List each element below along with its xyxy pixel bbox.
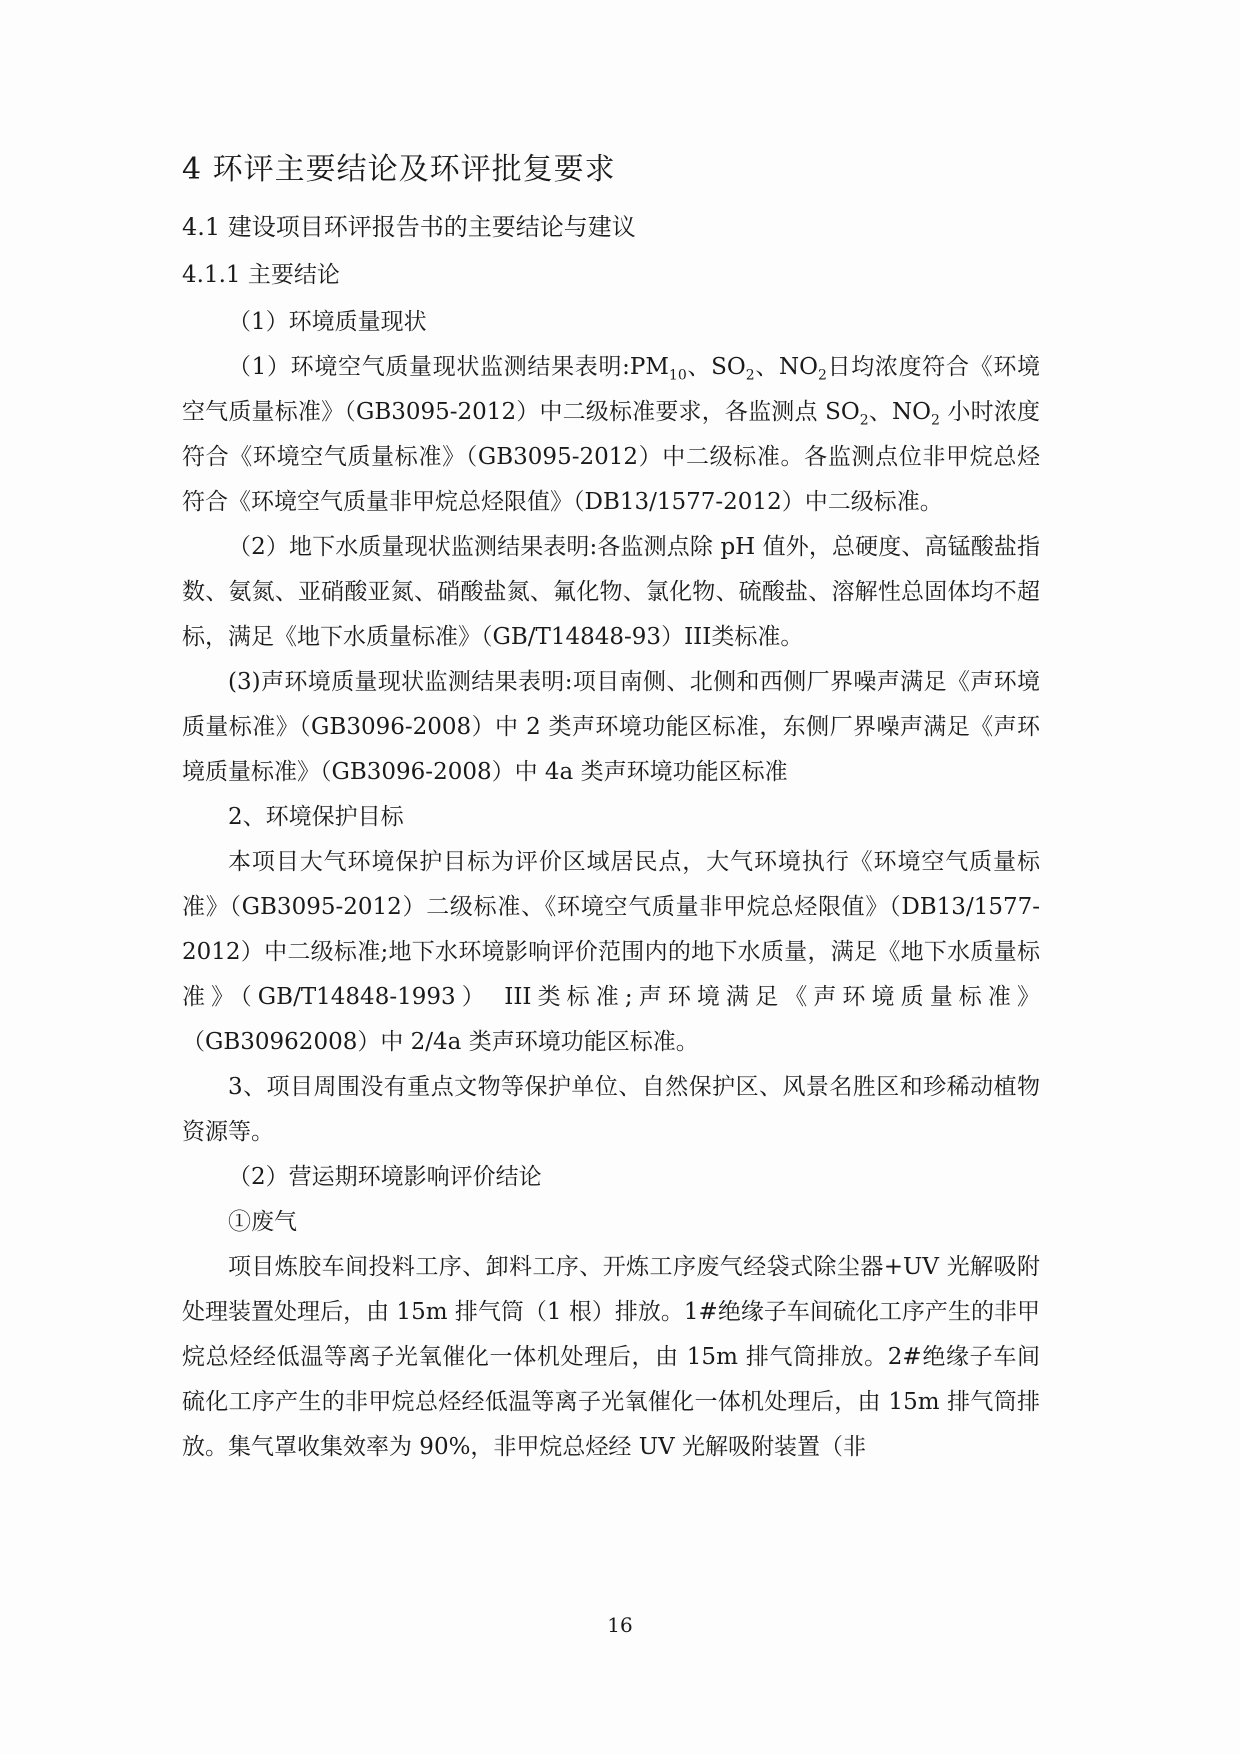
- air-quality-paragraph: （1）环境空气质量现状监测结果表明$:PM_{10}$、$SO_2$、$NO_2$日均浓度符合《环境空气质量标准》（GB3095-2012）中二级标准要求，各监测点 $SO_2$、$NO_2$ 小时浓度符合《环境空气质量标准》（GB3095-2012）中二级标准。各监测点位非甲烷总烃符合《环境空气质量非甲烷总烃限值》（DB13/1577-2012）中二级标准。: [182, 354, 1040, 515]
- exhaust-gas-title: ①废气: [228, 1209, 297, 1235]
- operation-impact-title: （2）营运期环境影响评价结论: [228, 1164, 542, 1190]
- exhaust-gas-paragraph: 项目炼胶车间投料工序、卸料工序、开炼工序废气经袋式除尘器+UV 光解吸附处理装置处理后，由 15m 排气筒（1 根）排放。1#绝缘子车间硫化工序产生的非甲烷总烃经低温等离子光氧催化一体机处理后，由 15m 排气筒排放。2#绝缘子车间硫化工序产生的非甲烷总烃经低温等离子光氧催化一体机处理后，由 15m 排气筒排放。集气罩收集效率为 90%，非甲烷总烃经 UV 光解吸附装置（非: [182, 1254, 1040, 1460]
- page-content: [182, 150, 1040, 1470]
- chapter-heading: 4 环评主要结论及环评批复要求: [182, 152, 616, 187]
- surroundings-paragraph: 3、项目周围没有重点文物等保护单位、自然保护区、风景名胜区和珍稀动植物资源等。: [182, 1074, 1040, 1145]
- protection-target-paragraph: 本项目大气环境保护目标为评价区域居民点，大气环境执行《环境空气质量标准》（GB3095-2012）二级标准、《环境空气质量非甲烷总烃限值》（DB13/1577-2012）中二级标准;地下水环境影响评价范围内的地下水质量，满足《地下水质量标准》（GB/T14848-1993） III类标准;声环境满足《声环境质量标准》（GB30962008）中 2/4a 类声环境功能区标准。: [182, 849, 1040, 1055]
- protection-target-title: 2、环境保护目标: [228, 804, 404, 830]
- section-heading: 4.1 建设项目环评报告书的主要结论与建议: [182, 213, 636, 241]
- env-quality-title: （1）环境质量现状: [228, 309, 427, 335]
- page-number: 16: [607, 1613, 633, 1637]
- noise-paragraph: (3)声环境质量现状监测结果表明:项目南侧、北侧和西侧厂界噪声满足《声环境质量标准》（GB3096-2008）中 2 类声环境功能区标准，东侧厂界噪声满足《声环境质量标准》（GB3096-2008）中 4a 类声环境功能区标准: [182, 669, 1040, 785]
- groundwater-paragraph: （2）地下水质量现状监测结果表明:各监测点除 pH 值外，总硬度、高锰酸盐指数、氨氮、亚硝酸亚氮、硝酸盐氮、氟化物、氯化物、硫酸盐、溶解性总固体均不超标，满足《地下水质量标准》（GB/T14848-93）III类标准。: [182, 534, 1040, 650]
- subsection-heading: 4.1.1 主要结论: [182, 262, 340, 288]
